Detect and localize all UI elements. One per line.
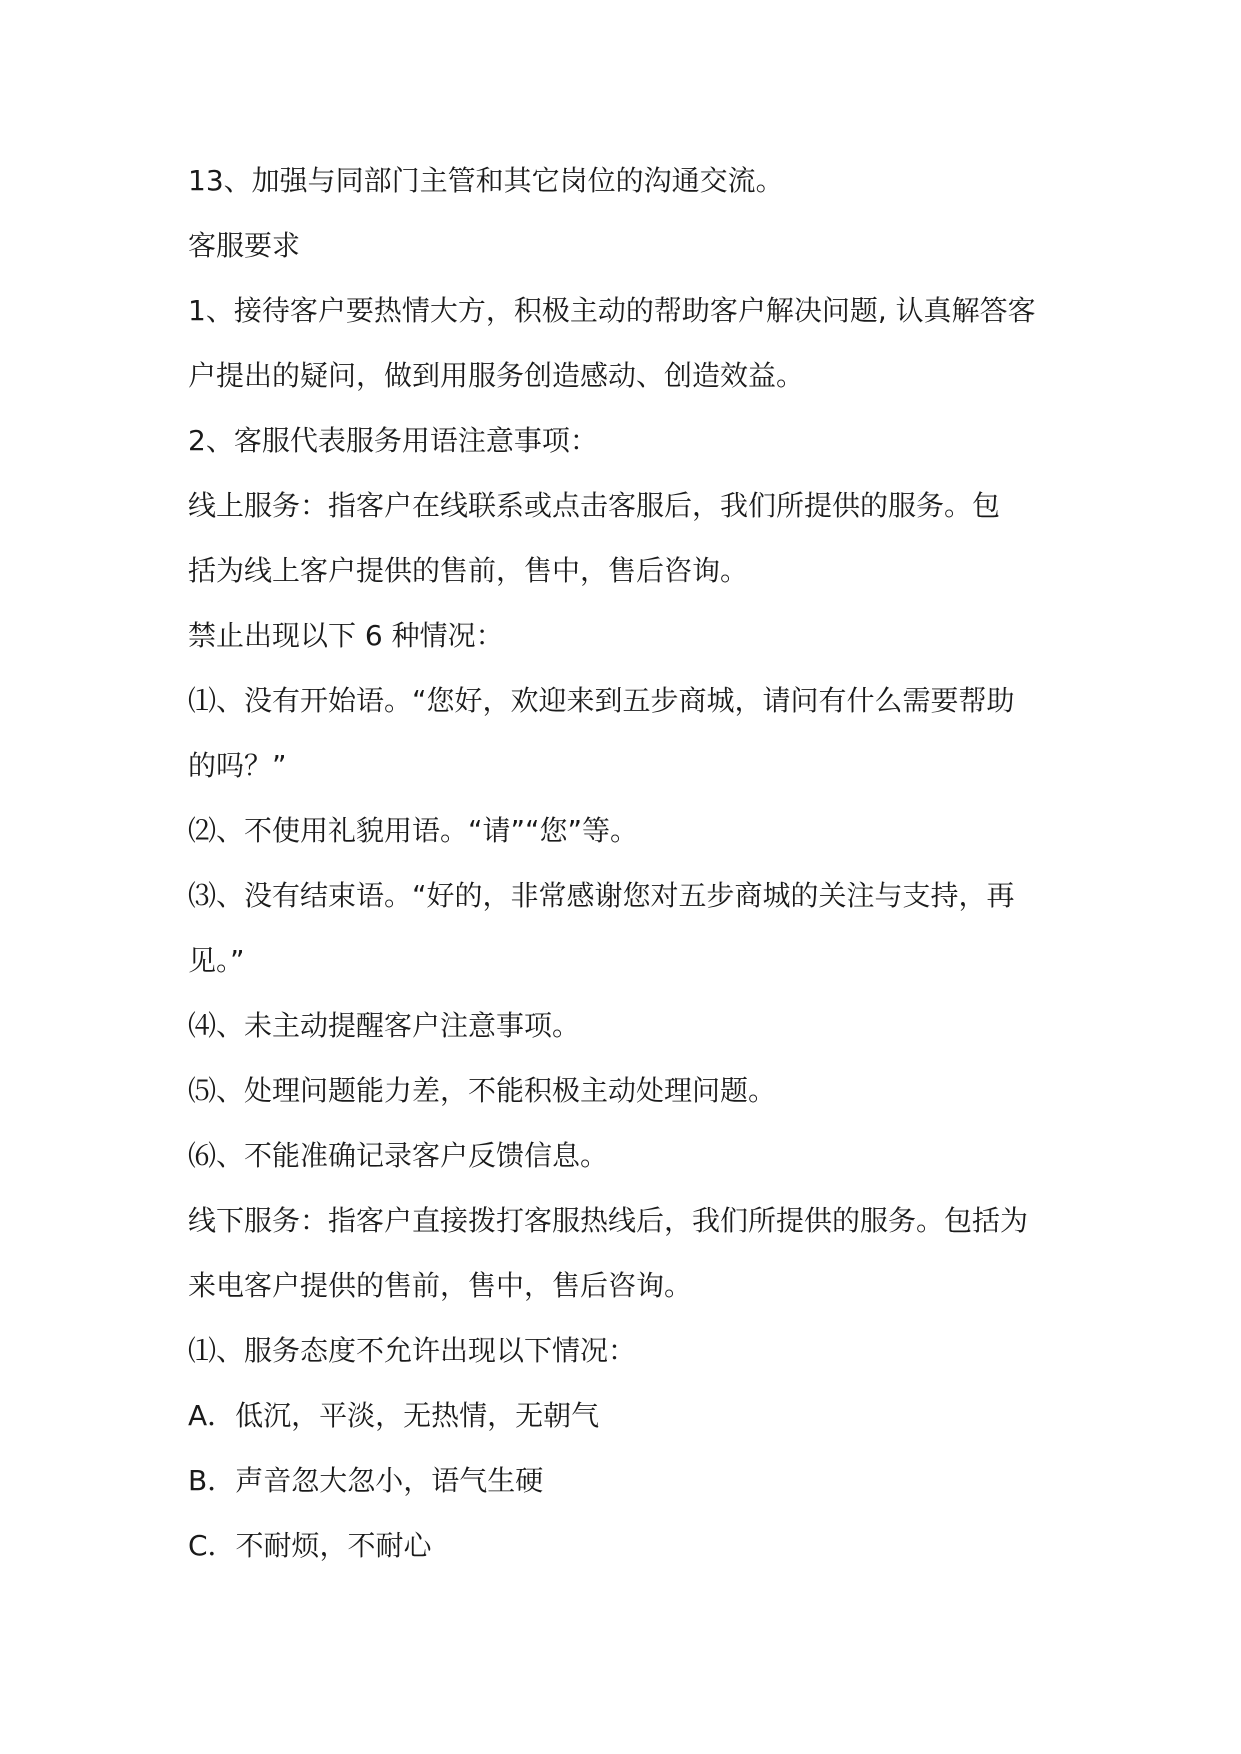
prohibited-1-line-1: ⑴、没有开始语。“您好，欢迎来到五步商城，请问有什么需要帮助 — [188, 684, 1015, 717]
prohibited-heading: 禁止出现以下 6 种情况： — [188, 619, 504, 652]
prohibited-1-line-2: 的吗？” — [188, 749, 287, 782]
online-service-line-2: 括为线上客户提供的售前，售中，售后咨询。 — [188, 554, 749, 587]
requirement-1-line-2: 户提出的疑问，做到用服务创造感动、创造效益。 — [188, 359, 805, 392]
attitude-heading: ⑴、服务态度不允许出现以下情况： — [188, 1334, 637, 1367]
requirement-1-line-1: 1、接待客户要热情大方，积极主动的帮助客户解决问题, 认真解答客 — [188, 294, 1036, 327]
attitude-item-b: B．声音忽大忽小，语气生硬 — [188, 1464, 544, 1497]
offline-service-line-1: 线下服务：指客户直接拨打客服热线后，我们所提供的服务。包括为 — [188, 1204, 1029, 1237]
attitude-item-a: A．低沉，平淡，无热情，无朝气 — [188, 1399, 600, 1432]
prohibited-6: ⑹、不能准确记录客户反馈信息。 — [188, 1139, 609, 1172]
document-body — [188, 148, 1068, 1578]
prohibited-2: ⑵、不使用礼貌用语。“请”“您”等。 — [188, 814, 639, 847]
prohibited-3-line-1: ⑶、没有结束语。“好的，非常感谢您对五步商城的关注与支持，再 — [188, 879, 1015, 912]
section-heading: 客服要求 — [188, 229, 301, 262]
prohibited-4: ⑷、未主动提醒客户注意事项。 — [188, 1009, 581, 1042]
requirement-2: 2、客服代表服务用语注意事项： — [188, 424, 598, 457]
online-service-line-1: 线上服务：指客户在线联系或点击客服后，我们所提供的服务。包 — [188, 489, 1001, 522]
offline-service-line-2: 来电客户提供的售前，售中，售后咨询。 — [188, 1269, 693, 1302]
item-13: 13、加强与同部门主管和其它岗位的沟通交流。 — [188, 164, 784, 197]
attitude-item-c: C．不耐烦，不耐心 — [188, 1529, 432, 1562]
prohibited-3-line-2: 见。” — [188, 944, 245, 977]
prohibited-5: ⑸、处理问题能力差，不能积极主动处理问题。 — [188, 1074, 777, 1107]
